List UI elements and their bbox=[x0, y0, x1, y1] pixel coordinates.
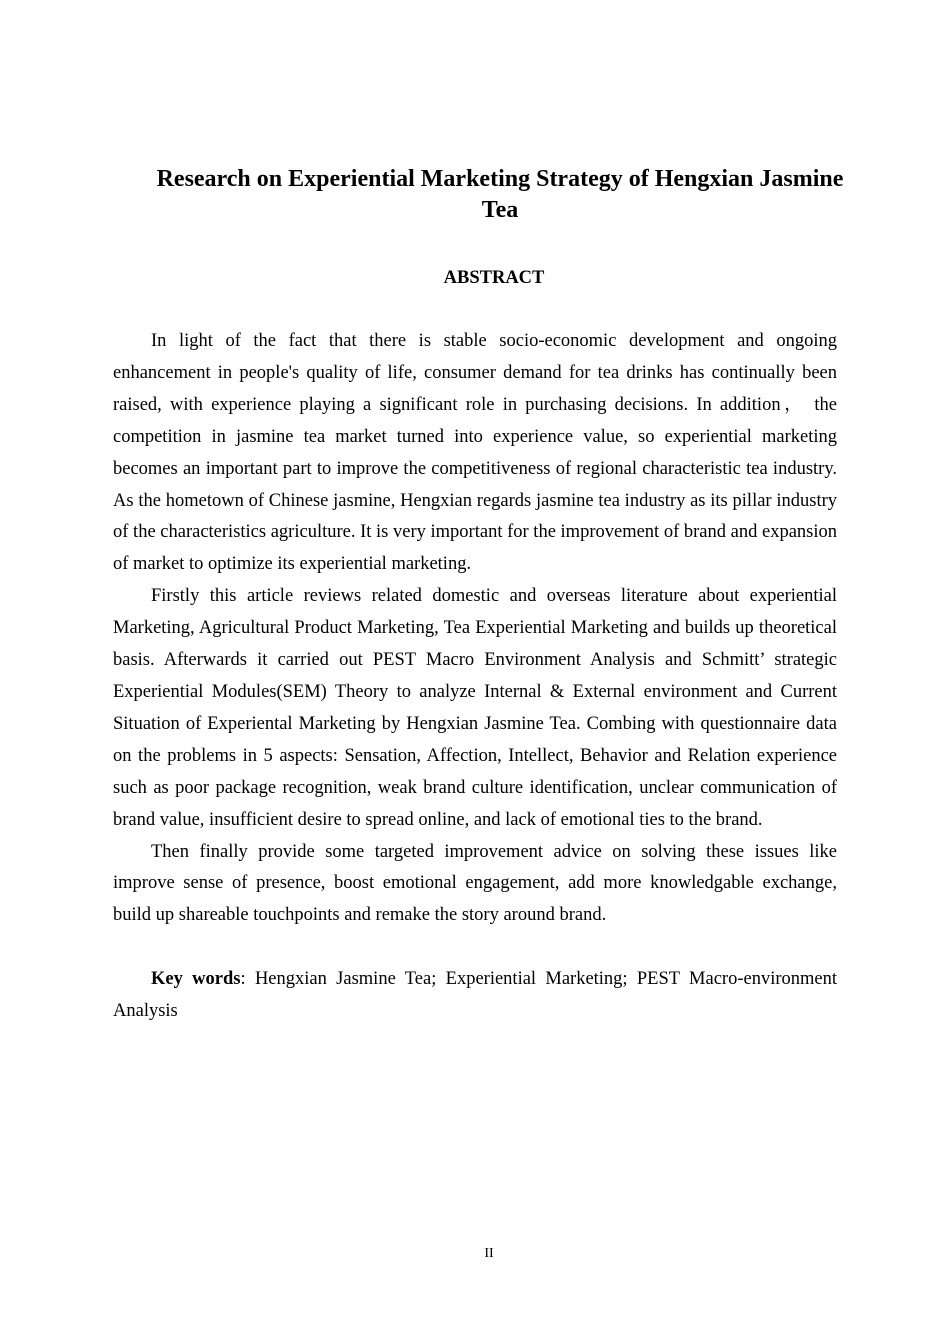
abstract-paragraph: Firstly this article reviews related domestic and overseas literature about experiential Marketing, Agricultural Product Marketing, Tea Experiential Marketing and builds up theoretical basis. Afterwards it carried out PEST Macro Environment Analysis and Schmitt’ strategic Experiential Modules(SEM) Theory to analyze Internal & External environment and Current Situation of Experiental Marketing by Hengxian Jasmine Tea. Combing with questionnaire data on the problems in 5 aspects: Sensation, Affection, Intellect, Behavior and Relation experience such as poor package recognition, weak brand culture identification, unclear communication of brand value, insufficient desire to spread online, and lack of emotional ties to the brand. bbox=[113, 586, 837, 830]
keywords-line bbox=[113, 964, 837, 1028]
page-number: II bbox=[484, 1246, 494, 1261]
keywords-text: : Hengxian Jasmine Tea; Experiential Marketing; PEST Macro-environment Analysis bbox=[113, 969, 837, 1022]
abstract-paragraph: In light of the fact that there is stable socio-economic development and ongoing enhancement in people's quality of life, consumer demand for tea drinks has continually been raised, with experience playing a significant role in purchasing decisions. In addition， the competition in jasmine tea market turned into experience value, so experiential marketing becomes an important part to improve the competitiveness of regional characteristic tea industry. As the hometown of Chinese jasmine, Hengxian regards jasmine tea industry as its pillar industry of the characteristics agriculture. It is very important for the improvement of brand and expansion of market to optimize its experiential marketing. bbox=[113, 331, 837, 575]
abstract-body bbox=[113, 326, 837, 1028]
abstract-heading: ABSTRACT bbox=[443, 268, 545, 288]
keywords-label: Key words bbox=[151, 969, 241, 990]
abstract-paragraph: Then finally provide some targeted improvement advice on solving these issues like improve sense of presence, boost emotional engagement, add more knowledgable exchange, build up shareable touchpoints and remake the story around brand. bbox=[113, 841, 837, 926]
paper-title: Research on Experiential Marketing Strategy of Hengxian Jasmine Tea bbox=[156, 166, 844, 223]
